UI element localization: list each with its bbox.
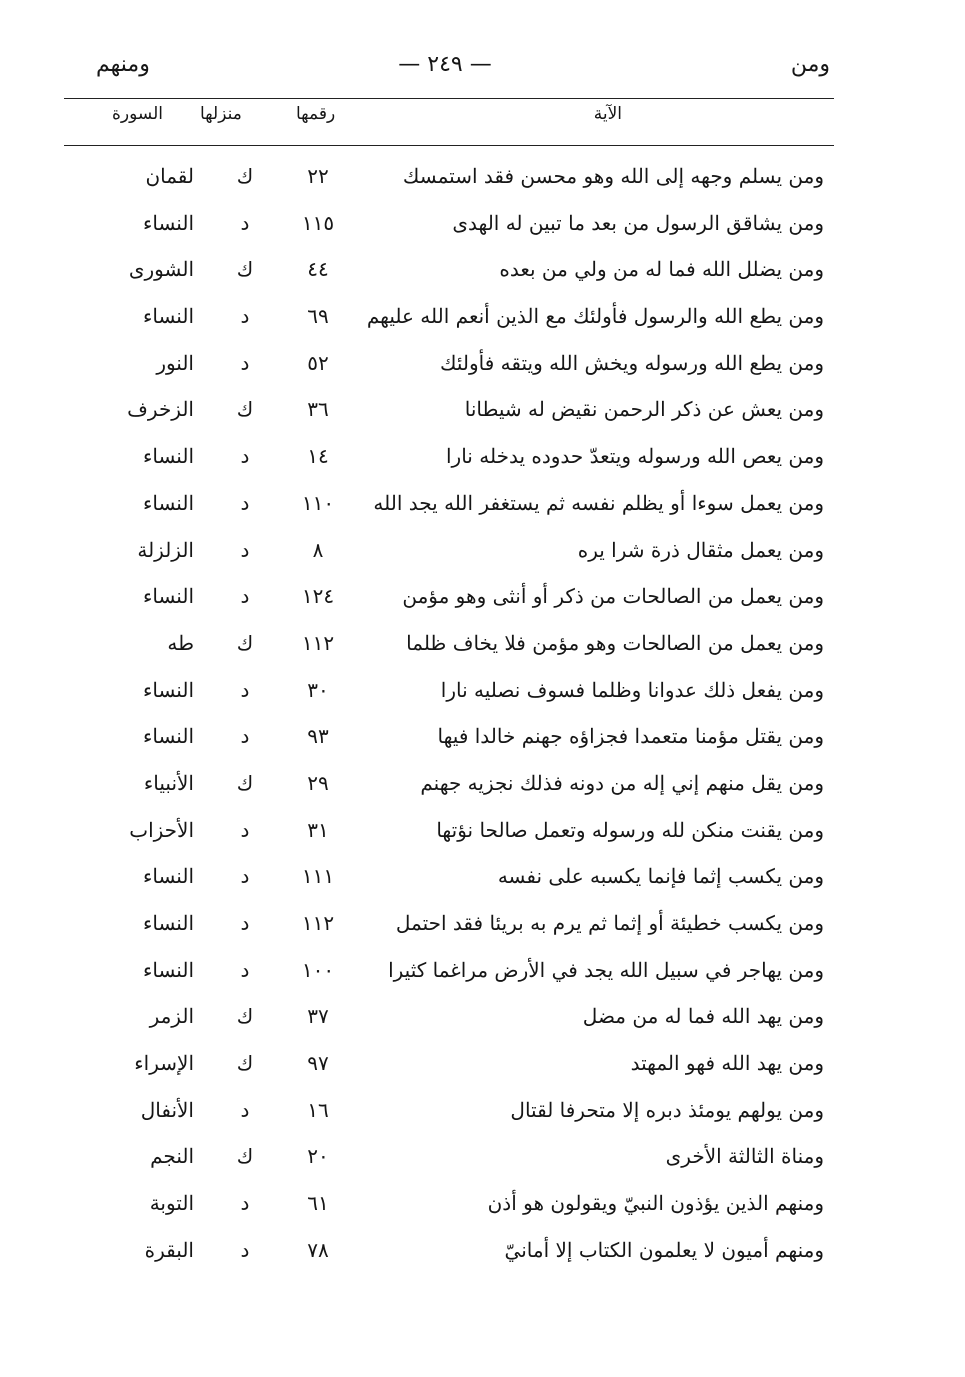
verse-text: ومن يعمل مثقال ذرة شرا يره	[577, 537, 824, 562]
verse-index-table	[64, 156, 834, 1277]
surah-name: لقمان	[145, 164, 194, 188]
surah-name: الزلزلة	[137, 537, 194, 562]
table-row	[64, 1090, 834, 1137]
revelation-place: د	[240, 911, 250, 935]
verse-text: ومن يفعل ذلك عدوانا وظلما فسوف نصليه نارا	[440, 677, 824, 702]
table-row	[64, 716, 834, 763]
verse-text: ومن يكسب خطيئة أو إثما ثم يرم به بريئا فقد احتمل	[395, 911, 824, 935]
verse-text: ومن يسلم وجهه إلى الله وهو محسن فقد استمسك	[402, 164, 824, 188]
right-catchword: ومن	[790, 52, 830, 77]
verse-text: ومن يقنت منكن لله ورسوله وتعمل صالحا نؤتها	[436, 817, 824, 842]
table-row	[64, 296, 834, 343]
verse-text: ومن يطع الله والرسول فأولئك مع الذين أنعم الله عليهم	[366, 304, 824, 329]
revelation-place: ك	[236, 397, 254, 422]
table-row	[64, 810, 834, 857]
revelation-place: ك	[236, 164, 254, 188]
surah-name: الشورى	[128, 257, 194, 282]
surah-name: الأحزاب	[129, 817, 194, 842]
verse-number: ١١٢	[301, 630, 335, 655]
table-row	[64, 996, 834, 1043]
column-header-verse: الآية	[593, 104, 622, 124]
page-header	[60, 52, 830, 92]
revelation-place: د	[240, 957, 250, 982]
verse-text: ومن يهاجر في سبيل الله يجد في الأرض مراغما كثيرا	[388, 957, 824, 982]
revelation-place: د	[240, 537, 250, 562]
verse-text: ومن يعص الله ورسوله ويتعدّ حدوده يدخله نارا	[446, 444, 824, 469]
revelation-place: د	[240, 1191, 250, 1216]
revelation-place: د	[240, 210, 250, 235]
surah-name: النور	[156, 350, 194, 375]
table-row	[64, 1183, 834, 1230]
verse-number: ٩٣	[307, 724, 329, 749]
verse-number: ١١٥	[301, 210, 335, 235]
surah-name: الأنبياء	[143, 770, 194, 795]
table-row	[64, 576, 834, 623]
verse-number: ٨	[312, 537, 324, 562]
surah-name: النساء	[142, 957, 194, 982]
revelation-place: ك	[236, 770, 254, 795]
column-header-number: رقمها	[296, 104, 336, 124]
revelation-place: ك	[236, 257, 254, 282]
verse-text: ومن يضلل الله فما له من ولي من بعده	[499, 257, 824, 282]
surah-name: النساء	[142, 724, 194, 749]
verse-number: ١٤	[307, 444, 329, 469]
page-number: — ٢٤٩ —	[398, 52, 492, 77]
verse-text: ومن يعمل من الصالحات وهو مؤمن فلا يخاف ظلما	[406, 630, 824, 655]
verse-number: ١١٢	[301, 911, 335, 935]
verse-number: ٦٩	[307, 304, 329, 329]
surah-name: النساء	[142, 304, 194, 329]
header-rule	[64, 98, 834, 99]
revelation-place: د	[240, 677, 250, 702]
surah-name: النساء	[142, 444, 194, 469]
verse-number: ٣١	[307, 817, 329, 842]
revelation-place: د	[240, 444, 250, 469]
table-row	[64, 156, 834, 203]
verse-text: ومن يهد الله فما له من مضل	[582, 1004, 824, 1029]
table-row	[64, 670, 834, 717]
verse-number: ١٢٤	[301, 584, 335, 609]
revelation-place: ك	[236, 630, 254, 655]
table-row	[64, 249, 834, 296]
verse-text: ومنهم الذين يؤذون النبيّ ويقولون هو أذن	[487, 1191, 824, 1216]
verse-number: ٣٠	[307, 677, 329, 702]
verse-text: ومن يهد الله فهو المهتد	[630, 1051, 824, 1076]
table-row	[64, 1043, 834, 1090]
verse-text: ومناة الثالثة الأخرى	[665, 1144, 824, 1169]
surah-name: الزمر	[149, 1004, 194, 1029]
verse-number: ٣٦	[307, 397, 329, 422]
verse-number: ٢٢	[307, 164, 329, 188]
table-row	[64, 436, 834, 483]
verse-text: ومن يولهم يومئذ دبره إلا متحرفا لقتال	[510, 1097, 824, 1122]
revelation-place: د	[240, 864, 250, 889]
verse-text: ومن يعش عن ذكر الرحمن نقيض له شيطانا	[464, 397, 824, 422]
verse-text: ومن يعمل سوءا أو يظلم نفسه ثم يستغفر الله يجد الله	[373, 490, 824, 515]
surah-name: الزخرف	[127, 397, 194, 422]
left-catchword: ومنهم	[96, 52, 150, 77]
verse-text: ومن يقل منهم إني إله من دونه فذلك نجزيه جهنم	[420, 770, 824, 795]
table-row	[64, 203, 834, 250]
surah-name: النساء	[142, 490, 194, 515]
revelation-place: د	[240, 490, 250, 515]
surah-name: طه	[167, 630, 194, 655]
verse-number: ٦١	[307, 1191, 329, 1216]
verse-number: ٣٧	[307, 1004, 329, 1029]
column-header-surah: السورة	[112, 104, 163, 124]
table-row	[64, 903, 834, 950]
table-row	[64, 389, 834, 436]
verse-text: ومن يقتل مؤمنا متعمدا فجزاؤه جهنم خالدا فيها	[437, 724, 824, 749]
table-row	[64, 343, 834, 390]
surah-name: النساء	[142, 864, 194, 889]
table-row	[64, 623, 834, 670]
table-row	[64, 483, 834, 530]
surah-name: النساء	[142, 584, 194, 609]
table-row	[64, 950, 834, 997]
verse-text: ومن يكسب إثما فإنما يكسبه على نفسه	[497, 864, 824, 889]
verse-number: ٤٤	[307, 257, 329, 282]
revelation-place: د	[240, 1097, 250, 1122]
revelation-place: ك	[236, 1051, 254, 1076]
verse-number: ١١١	[301, 864, 335, 889]
revelation-place: د	[240, 724, 250, 749]
column-header-rule	[64, 145, 834, 146]
revelation-place: د	[240, 584, 250, 609]
surah-name: النساء	[142, 210, 194, 235]
surah-name: الأنفال	[140, 1097, 194, 1122]
column-header-place: منزلها	[200, 104, 242, 124]
surah-name: النساء	[142, 911, 194, 935]
surah-name: النساء	[142, 677, 194, 702]
verse-number: ١٦	[307, 1097, 329, 1122]
table-row	[64, 530, 834, 577]
verse-text: ومن يطع الله ورسوله ويخش الله ويتقه فأولئك	[440, 350, 824, 375]
column-headers	[64, 104, 834, 140]
verse-text: ومن يعمل من الصالحات من ذكر أو أنثى وهو مؤمن	[402, 584, 824, 609]
verse-text: ومنهم أميون لا يعلمون الكتاب إلا أمانيّ	[504, 1237, 824, 1262]
surah-name: التوبة	[149, 1191, 194, 1216]
verse-number: ١١٠	[301, 490, 335, 515]
table-row	[64, 1230, 834, 1277]
verse-number: ٥٢	[307, 350, 329, 375]
surah-name: البقرة	[144, 1237, 194, 1262]
verse-number: ٢٩	[307, 770, 329, 795]
revelation-place: د	[240, 817, 250, 842]
revelation-place: د	[240, 1237, 250, 1262]
verse-number: ٩٧	[307, 1051, 329, 1076]
verse-number: ٢٠	[307, 1144, 329, 1169]
revelation-place: د	[240, 304, 250, 329]
surah-name: الإسراء	[134, 1051, 194, 1076]
verse-number: ١٠٠	[301, 957, 335, 982]
verse-text: ومن يشاقق الرسول من بعد ما تبين له الهدى	[452, 210, 824, 235]
table-row	[64, 1136, 834, 1183]
table-row	[64, 856, 834, 903]
revelation-place: ك	[236, 1004, 254, 1029]
revelation-place: د	[240, 350, 250, 375]
table-row	[64, 763, 834, 810]
verse-number: ٧٨	[307, 1237, 329, 1262]
revelation-place: ك	[236, 1144, 254, 1169]
surah-name: النجم	[150, 1144, 194, 1169]
